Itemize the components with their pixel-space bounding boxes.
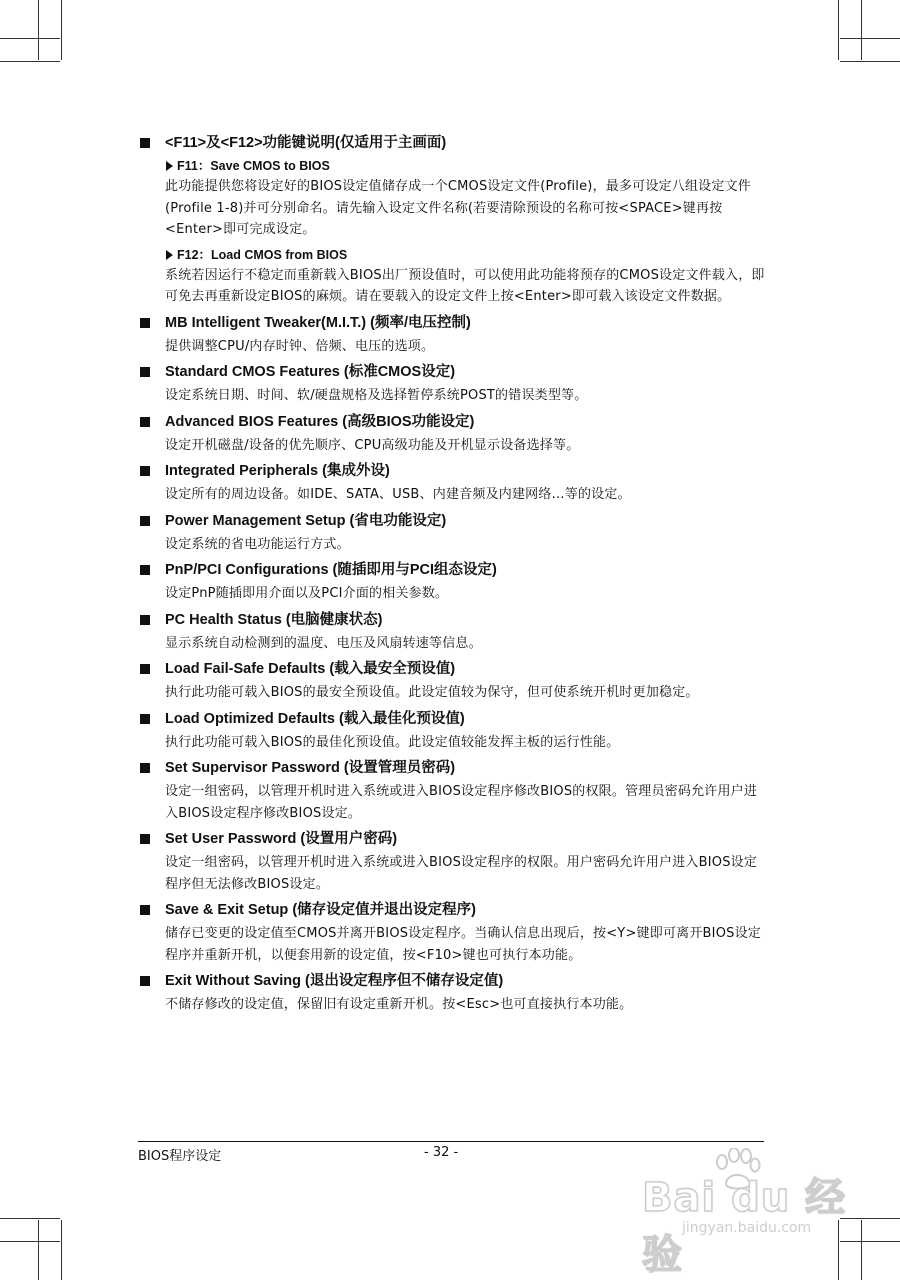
section-title xyxy=(138,971,768,991)
square-bullet-icon xyxy=(140,138,150,148)
section-title-text: Power Management Setup (省电功能设定) xyxy=(165,512,447,529)
section-description: 设定系统的省电功能运行方式。 xyxy=(165,536,350,552)
section-title xyxy=(138,461,768,481)
square-bullet-icon xyxy=(140,664,150,674)
section-title-text: Set User Password (设置用户密码) xyxy=(165,831,398,847)
subsection-title xyxy=(165,156,768,176)
section-title-text: Integrated Peripherals (集成外设) xyxy=(165,463,390,479)
section-title xyxy=(138,709,768,729)
triangle-bullet-icon xyxy=(166,161,173,171)
section-title xyxy=(138,610,768,630)
section-title-text: MB Intelligent Tweaker(M.I.T.) (频率/电压控制) xyxy=(165,314,471,331)
section-description: 设定系统日期、时间、软/硬盘规格及选择暂停系统POST的错误类型等。 xyxy=(165,388,588,403)
crop-mark xyxy=(61,1220,62,1280)
section-title xyxy=(138,511,768,531)
section-description: 提供调整CPU/内存时钟、倍频、电压的选项。 xyxy=(165,338,435,354)
square-bullet-icon xyxy=(140,976,150,986)
square-bullet-icon xyxy=(140,763,150,773)
crop-mark xyxy=(861,0,862,60)
section-title-text: <F11>及<F12>功能键说明(仅适用于主画面) xyxy=(165,135,447,151)
section-description: 设定PnP随插即用介面以及PCI介面的相关参数。 xyxy=(165,586,449,601)
section-title-text: Exit Without Saving (退出设定程序但不储存设定值) xyxy=(165,973,504,989)
section-description: 储存已变更的设定值至CMOS并离开BIOS设定程序。当确认信息出现后，按<Y>键即可离开BIOS设定程序并重新开机，以便套用新的设定值，按<F10>键也可执行本功能。 xyxy=(165,926,761,963)
subsection-title-text: F12：Load CMOS from BIOS xyxy=(177,247,348,262)
square-bullet-icon xyxy=(140,516,150,526)
square-bullet-icon xyxy=(140,318,150,328)
crop-mark xyxy=(38,0,39,60)
crop-mark xyxy=(838,0,839,60)
square-bullet-icon xyxy=(140,367,150,377)
subsection-title xyxy=(165,245,768,265)
crop-mark xyxy=(0,1241,60,1242)
section-title xyxy=(138,362,768,382)
footer-chapter-title: BIOS程序设定 xyxy=(138,1149,222,1164)
section-title xyxy=(138,133,768,153)
section-title xyxy=(138,412,768,432)
crop-mark xyxy=(0,61,60,62)
square-bullet-icon xyxy=(140,466,150,476)
subsection-title-text: F11：Save CMOS to BIOS xyxy=(177,159,330,173)
section-description: 设定一组密码，以管理开机时进入系统或进入BIOS设定程序修改BIOS的权限。管理员密码允许用户进入BIOS设定程序修改BIOS设定。 xyxy=(165,784,758,821)
section-description: 设定开机磁盘/设备的优先顺序、CPU高级功能及开机显示设备选择等。 xyxy=(165,437,580,453)
section-title-text: Standard CMOS Features (标准CMOS设定) xyxy=(165,364,456,380)
section-title-text: Advanced BIOS Features (高级BIOS功能设定) xyxy=(165,413,475,430)
section-description: 显示系统自动检测到的温度、电压及风扇转速等信息。 xyxy=(165,635,482,651)
section-description: 设定所有的周边设备。如IDE、SATA、USB、内建音频及内建网络…等的设定。 xyxy=(165,487,631,502)
square-bullet-icon xyxy=(140,615,150,625)
section-title xyxy=(138,900,768,920)
square-bullet-icon xyxy=(140,565,150,575)
square-bullet-icon xyxy=(140,714,150,724)
square-bullet-icon xyxy=(140,905,150,915)
baidu-jingyan-watermark xyxy=(612,1148,862,1278)
crop-mark xyxy=(840,38,900,39)
section-description: 执行此功能可载入BIOS的最安全预设值。此设定值较为保守，但可使系统开机时更加稳定。 xyxy=(165,685,699,700)
crop-mark xyxy=(0,38,60,39)
section-description: 执行此功能可载入BIOS的最佳化预设值。此设定值较能发挥主板的运行性能。 xyxy=(165,734,620,750)
section-title xyxy=(138,560,768,580)
section-title-text: Load Optimized Defaults (载入最佳化预设值) xyxy=(165,710,465,727)
manual-content xyxy=(138,128,768,1020)
section-description: 此功能提供您将设定好的BIOS设定值储存成一个CMOS设定文件(Profile)，最多可设定八组设定文件(Profile 1-8)并可分别命名。请先输入设定文件名称(若要清除预设的名称可按<SPACE>键再按<Enter>即可完成设定。 xyxy=(165,179,751,237)
section-title xyxy=(138,758,768,778)
section-description: 不储存修改的设定值，保留旧有设定重新开机。按<Esc>也可直接执行本功能。 xyxy=(165,997,633,1012)
triangle-bullet-icon xyxy=(166,250,173,260)
crop-mark xyxy=(840,61,900,62)
section-description: 设定一组密码，以管理开机时进入系统或进入BIOS设定程序的权限。用户密码允许用户进入BIOS设定程序但无法修改BIOS设定。 xyxy=(165,855,758,892)
crop-mark xyxy=(0,1218,60,1219)
section-title xyxy=(138,659,768,679)
section-description: 系统若因运行不稳定而重新载入BIOS出厂预设值时，可以使用此功能将预存的CMOS设定文件载入，即可免去再重新设定BIOS的麻烦。请在要载入的设定文件上按<Enter>即可载入该设定文件数据。 xyxy=(165,267,765,304)
section-title-text: Load Fail-Safe Defaults (载入最安全预设值) xyxy=(165,661,456,677)
section-title-text: PnP/PCI Configurations (随插即用与PCI组态设定) xyxy=(165,562,497,578)
square-bullet-icon xyxy=(140,417,150,427)
watermark-url: jingyan.baidu.com xyxy=(682,1220,812,1236)
square-bullet-icon xyxy=(140,834,150,844)
crop-mark xyxy=(61,0,62,60)
watermark-logo: Bai du 经验 xyxy=(642,1175,847,1278)
section-title-text: Set Supervisor Password (设置管理员密码) xyxy=(165,760,456,776)
footer-divider xyxy=(138,1141,764,1142)
section-title-text: PC Health Status (电脑健康状态) xyxy=(165,611,383,628)
page-number: - 32 - xyxy=(424,1145,459,1160)
crop-mark xyxy=(38,1220,39,1280)
section-title xyxy=(138,313,768,333)
section-title-text: Save & Exit Setup (储存设定值并退出设定程序) xyxy=(165,902,476,918)
section-title xyxy=(138,829,768,849)
